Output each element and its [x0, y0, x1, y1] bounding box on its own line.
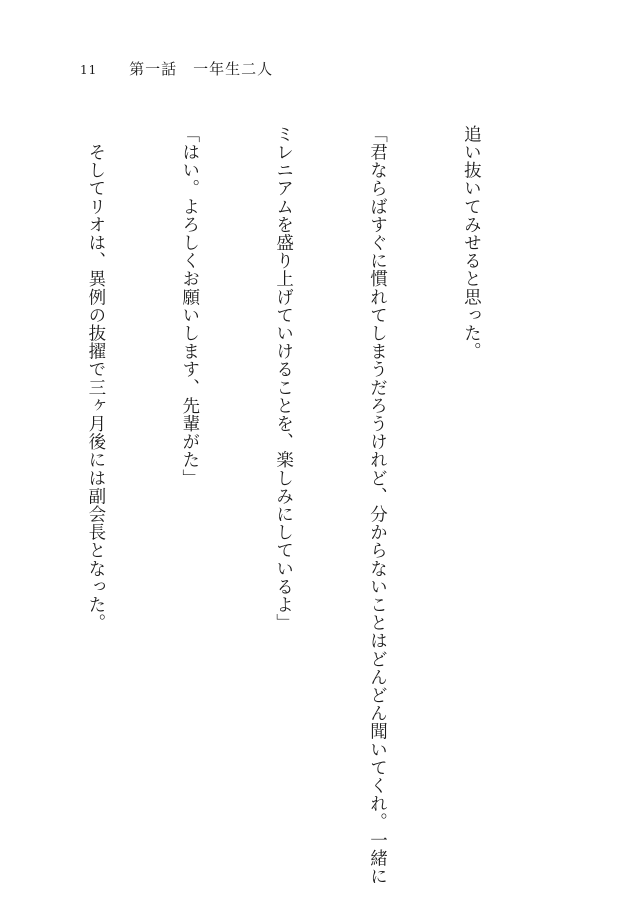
text-line: 「君ならばすぐに慣れてしまうだろうけれど、分からないことはどんどん聞いてくれ。一緒に [367, 125, 388, 886]
text-line: 追い抜いてみせると思った。 [461, 125, 482, 361]
chapter-title: 第一話 一年生二人 [129, 60, 274, 78]
text-line: 「はい。よろしくお願いします、先輩がた」 [179, 125, 200, 487]
text-line: ミレニアムを盛り上げていけることを、楽しみにしているよ」 [273, 125, 294, 632]
running-header [80, 58, 273, 79]
vertical-body-text [0, 125, 549, 886]
text-line: そしてリオは、異例の抜擢で三ヶ月後には副会長となった。 [85, 125, 106, 632]
page-number: 11 [80, 63, 98, 77]
scene-break [0, 125, 17, 850]
